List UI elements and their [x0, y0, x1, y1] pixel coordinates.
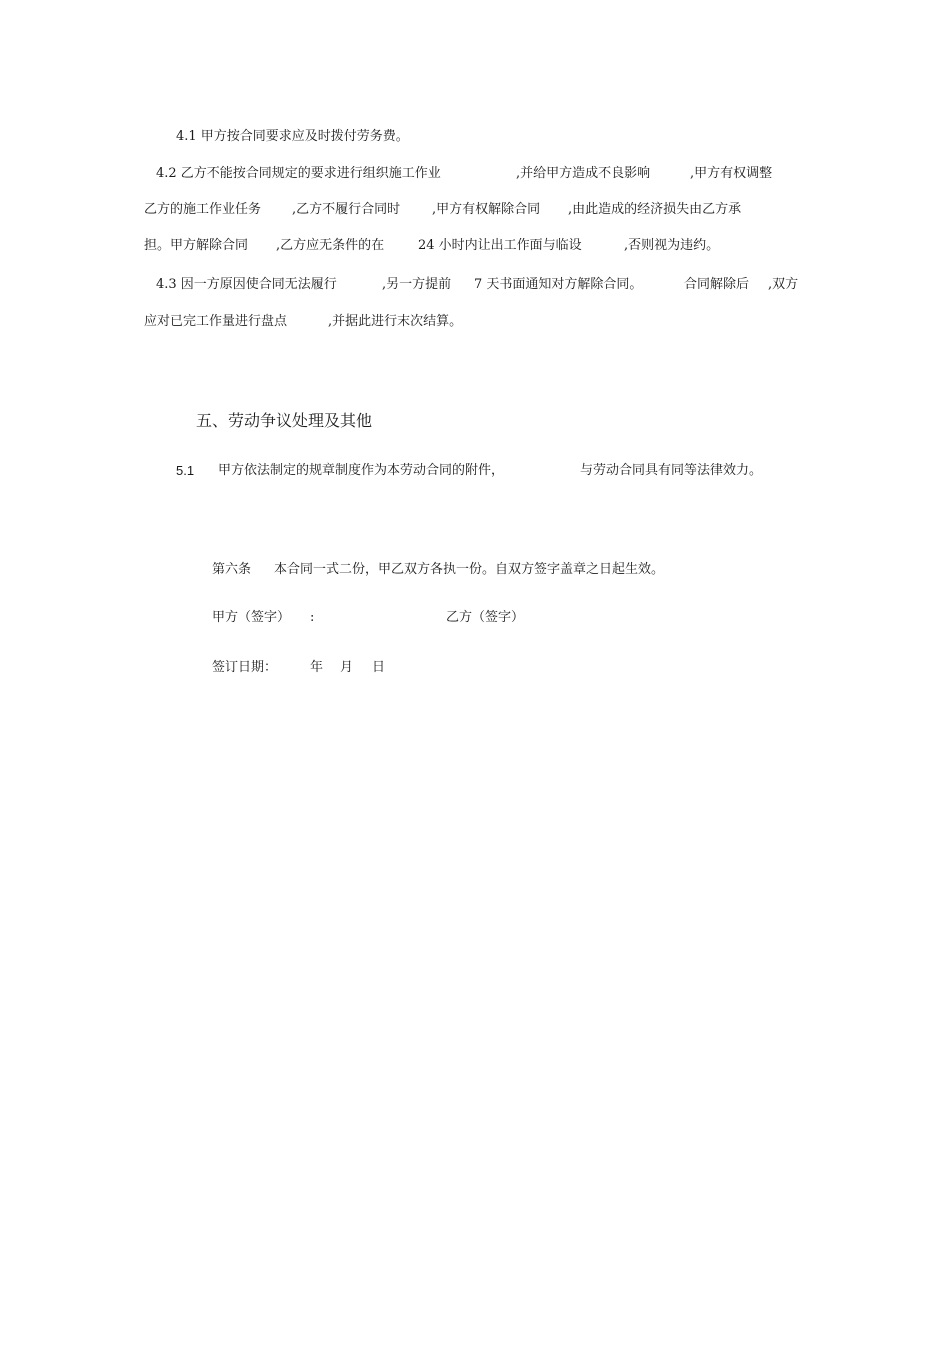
- clause-4-2-text-e: ,乙方不履行合同时: [292, 202, 401, 217]
- clause-4-2-line-1: [156, 165, 796, 183]
- clause-4-2-text-i: ,乙方应无条件的在: [276, 238, 385, 253]
- clause-4-2-text-f: ,甲方有权解除合同: [432, 202, 541, 217]
- clause-4-3-text-f: 应对已完工作量进行盘点: [144, 314, 288, 329]
- clause-4-1-text: 4.1 甲方按合同要求应及时拨付劳务费。: [176, 129, 409, 144]
- article-6-label: 第六条: [212, 562, 252, 577]
- clause-4-2-text-d: 乙方的施工作业任务: [144, 202, 262, 217]
- clause-5-1-text-b: 与劳动合同具有同等法律效力。: [580, 463, 763, 478]
- clause-4-3-text-d: 合同解除后: [684, 277, 750, 292]
- clause-5-1: [176, 462, 816, 480]
- clause-4-2-text-j: 24 小时内让出工作面与临设: [418, 238, 582, 253]
- party-b-signature-label: 乙方（签字）: [446, 610, 525, 625]
- section-5-heading-text: 五、劳动争议处理及其他: [196, 411, 373, 430]
- clause-4-2-text-g: ,由此造成的经济损失由乙方承: [568, 202, 742, 217]
- signing-date-label: 签订日期：: [212, 660, 278, 675]
- clause-4-2-text-a: 4.2 乙方不能按合同规定的要求进行组织施工作业: [156, 166, 441, 181]
- clause-4-2-text-k: ,否则视为违约。: [624, 238, 720, 253]
- date-day: 日: [372, 660, 386, 675]
- clause-4-3-text-e: ,双方: [768, 277, 799, 292]
- party-a-colon: :: [310, 610, 315, 625]
- clause-4-3-text-g: ,并据此进行末次结算。: [328, 314, 463, 329]
- clause-4-3-line-1: [156, 276, 816, 294]
- clause-5-1-number: 5.1: [176, 463, 195, 478]
- clause-4-2-text-c: ,甲方有权调整: [690, 166, 773, 181]
- clause-4-3-line-2: [144, 313, 644, 331]
- clause-4-2-text-b: ,并给甲方造成不良影响: [516, 166, 651, 181]
- clause-4-1: [176, 128, 409, 146]
- clause-4-3-text-a: 4.3 因一方原因使合同无法履行: [156, 277, 337, 292]
- date-month: 月: [340, 660, 354, 675]
- clause-4-2-line-2: [144, 201, 804, 219]
- clause-4-3-text-c: 7 天书面通知对方解除合同。: [474, 277, 643, 292]
- article-6-text: 本合同一式二份，甲乙双方各执一份。自双方签字盖章之日起生效。: [274, 562, 665, 577]
- signing-date-line: [212, 659, 472, 677]
- article-6: [212, 561, 772, 579]
- date-year: 年: [310, 660, 324, 675]
- clause-4-2-line-3: [144, 237, 804, 255]
- section-5-heading: [196, 410, 372, 432]
- clause-5-1-text-a: 甲方依法制定的规章制度作为本劳动合同的附件，: [218, 463, 505, 478]
- clause-4-2-text-h: 担。甲方解除合同: [144, 238, 249, 253]
- clause-4-3-text-b: ,另一方提前: [382, 277, 452, 292]
- party-a-signature-label: 甲方（签字）: [212, 610, 291, 625]
- signature-line: [212, 609, 572, 627]
